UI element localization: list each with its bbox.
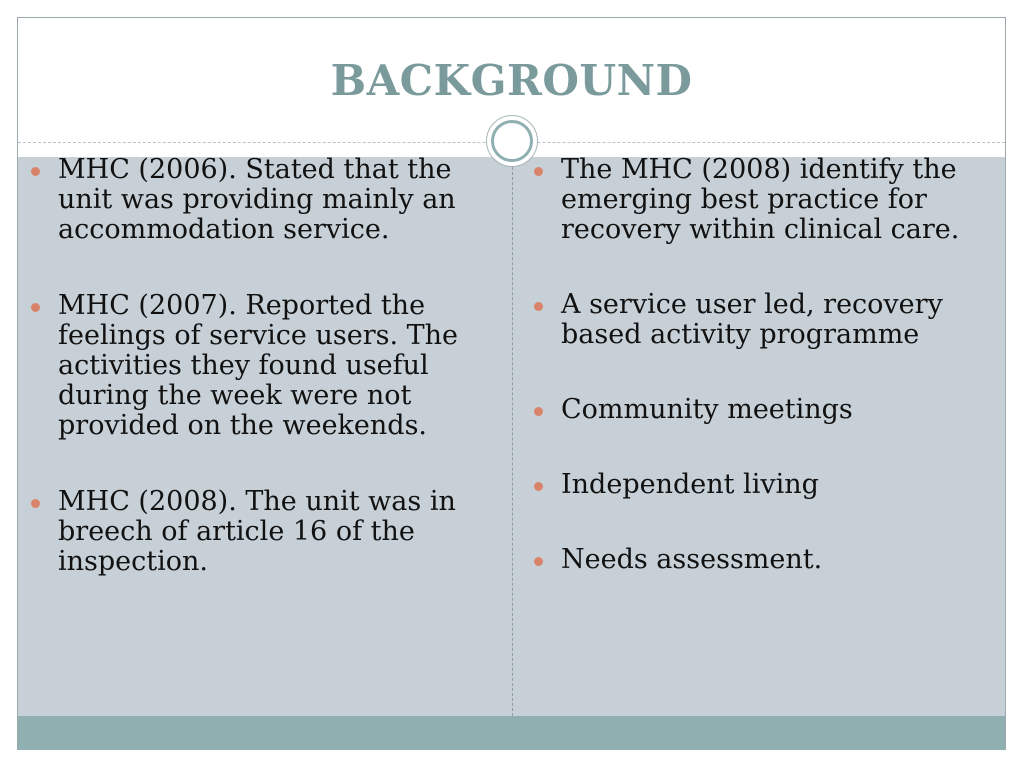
list-item-text: MHC (2006). Stated that the unit was providing mainly an accommodation service.: [58, 154, 456, 245]
slide-title: BACKGROUND: [330, 55, 693, 105]
bullet-icon: [31, 499, 40, 508]
column-divider: [512, 157, 513, 716]
circle-ornament-inner: [491, 120, 533, 162]
bullet-icon: [31, 303, 40, 312]
bullet-icon: [31, 167, 40, 176]
list-item: [30, 487, 480, 577]
list-item: [533, 470, 973, 500]
list-item-text: MHC (2008). The unit was in breech of article 16 of the inspection.: [58, 486, 456, 577]
list-item: [30, 291, 480, 441]
list-item: [30, 155, 480, 245]
list-item-text: A service user led, recovery based activity programme: [561, 289, 943, 350]
circle-ornament-icon: [486, 115, 538, 167]
list-item-text: Independent living: [561, 469, 819, 500]
bullet-icon: [534, 407, 543, 416]
list-item: [533, 290, 973, 350]
bullet-icon: [534, 482, 543, 491]
bullet-icon: [534, 302, 543, 311]
list-item-text: Needs assessment.: [561, 544, 823, 575]
list-item: [533, 545, 973, 575]
list-item-text: Community meetings: [561, 394, 853, 425]
list-item-text: MHC (2007). Reported the feelings of service users. The activities they found useful during the week were not provided on the weekends.: [58, 290, 459, 441]
left-bullet-list: [30, 155, 480, 623]
bullet-icon: [534, 167, 543, 176]
list-item-text: The MHC (2008) identify the emerging best practice for recovery within clinical care.: [561, 154, 960, 245]
list-item: [533, 395, 973, 425]
right-bullet-list: [533, 155, 973, 620]
list-item: [533, 155, 973, 245]
bullet-icon: [534, 557, 543, 566]
footer-bar: [18, 716, 1005, 750]
